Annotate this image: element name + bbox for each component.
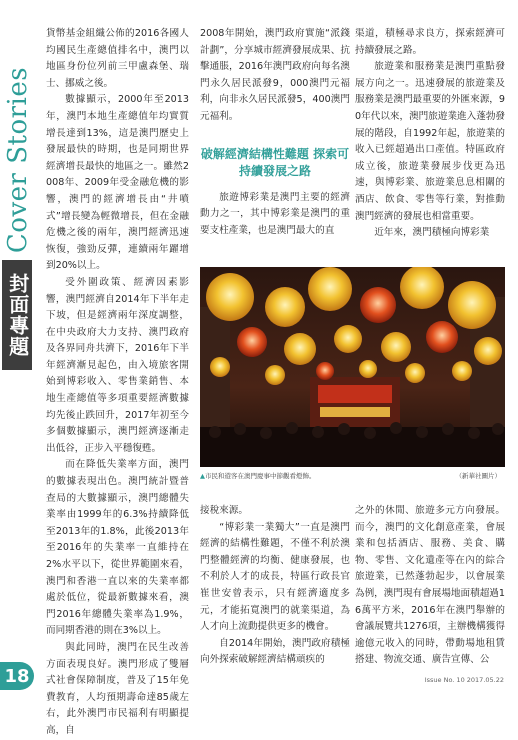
paragraph: 旅遊博彩業是澳門主要的經濟動力之一，其中博彩業是澳門的重要支柱產業，也是澳門最大的直	[200, 191, 350, 236]
paragraph: 2008年開始，澳門政府實施“派錢計劃”，分享城市經濟發展成果、抗擊通脹，2016年澳門政府向每名澳門永久居民派發9，000澳門元福利，向非永久居民派發5，400澳門元福利。	[200, 28, 350, 122]
section-title-en: Cover Stories	[3, 66, 34, 254]
caption-text: 市民和遊客在澳門慶事中節觀看燈飾。	[205, 472, 316, 480]
side-bar	[0, 0, 36, 700]
paragraph: “博彩業一業獨大”一直是澳門經濟的結構性難題，不僅不利於澳門整體經濟的均衡、健康發展，也不利於人才的成長，特區行政長官崔世安曾表示，只有經濟適度多元，才能拓寬澳門的就業渠道，為人才向上流動提供更多的機會。	[200, 521, 350, 633]
paragraph: 渠道，積極尋求良方，探索經濟可持續發展之路。	[355, 28, 505, 56]
paragraph: 自2014年開始，澳門政府積極向外探索破解經濟結構頑疾的	[200, 637, 350, 666]
paragraph: 接稅來源。	[200, 505, 248, 516]
lantern-photo-illustration	[200, 267, 505, 467]
paragraph: 旅遊業和服務業是澳門重點發展方向之一。迅速發展的旅遊業及服務業是澳門最重要的外匯來源，90年代以來，澳門旅遊業進入蓬勃發展的階段，自1992年起，旅遊業的收入已經超過出口產值。特區政府成立後，旅遊業發展步伐更為迅速，與博彩業、旅遊業息息相關的酒店、飲食、零售等行業，對推動澳門經濟的發展也相當重要。	[355, 61, 506, 222]
paragraph: 與此同時，澳門在民生改善方面表現良好。澳門形成了雙層式社會保障制度，普及了15年免費教育，人均預期壽命達85歲左右，此外澳門市民福利有明顯提高，自	[46, 641, 189, 736]
caption-marker-icon: ▲	[200, 472, 205, 480]
paragraph: 而在降低失業率方面，澳門的數據表現出色。澳門統計暨普查局的大數據顯示，澳門總體失業率由1999年的6.3%持續降低至2013年的1.8%，此後2013年至2016年的失業率一直維持在2%水平以下，從世界範圍來看，澳門和香港一直以來的失業率都處於低位，從最新數據來看，澳門2016年總體失業率為1.9%，而同期香港的則在3%以上。	[46, 459, 189, 637]
article-column-2	[200, 26, 350, 239]
lantern-festival-photo	[200, 267, 505, 467]
article-column-3	[355, 26, 505, 242]
article-column-2-continued	[200, 503, 350, 669]
paragraph: 受外圍政策、經濟因素影響，澳門經濟自2014年下半年走下坡，但是經濟兩年深度調整，在中央政府大力支持、澳門政府及各界同舟共濟下，2016年下半年經濟漸見起色，由入境旅客開始到博彩收入、零售業銷售、本地生產總值等多項重要經濟數據均先後止跌回升，2017年初至今多個數據顯示，澳門經濟逐漸走出低谷，正步入平穩復甦。	[46, 276, 189, 454]
paragraph: 數據顯示，2000年至2013年，澳門本地生產總值年均實質增長達到13%，這是澳門歷史上發展最快的時期，也是同期世界經濟增長最快的地區之一。雖然2008年、2009年受金融危機的影響，澳門的經濟增長由“井噴式”增長變為輕微增長，但在金融危機之後的兩年，澳門經濟迅速恢復，強勁反彈，連續兩年躍增到20%以上。	[46, 94, 189, 272]
article-column-1	[46, 26, 189, 740]
paragraph: 之外的休閒、旅遊多元方向發展。而今，澳門的文化創意產業，會展業和包括酒店、服務、美食、購物、零售、文化遺產等在內的綜合旅遊業，已然蓬勃起步，以會展業為例，澳門現有會展場地面積超過16萬平方米，2016年在澳門舉辦的會議展覽共1276項，主辦機構獲得逾億元收入的同時，帶動場地租賃搭建、物流交通、廣告宣傳、公	[355, 505, 506, 666]
page-number: 18	[0, 662, 34, 690]
article-column-3-continued	[355, 503, 505, 669]
paragraph: 近年來，澳門積極向博彩業	[374, 227, 490, 239]
section-title-zh: 封面專題	[2, 260, 32, 370]
photo-caption	[200, 470, 505, 482]
photo-credit: （新華社圖片）	[455, 472, 501, 480]
paragraph: 貨幣基金組織公佈的2016各國人均國民生產總值排名中，澳門以地區身份位列前三甲盧森堡、瑞士、挪威之後。	[46, 28, 189, 89]
section-subheading: 破解經濟結構性難題 探索可持續發展之路	[200, 146, 350, 178]
issue-info: Issue No. 10 2017.05.22	[424, 676, 504, 684]
